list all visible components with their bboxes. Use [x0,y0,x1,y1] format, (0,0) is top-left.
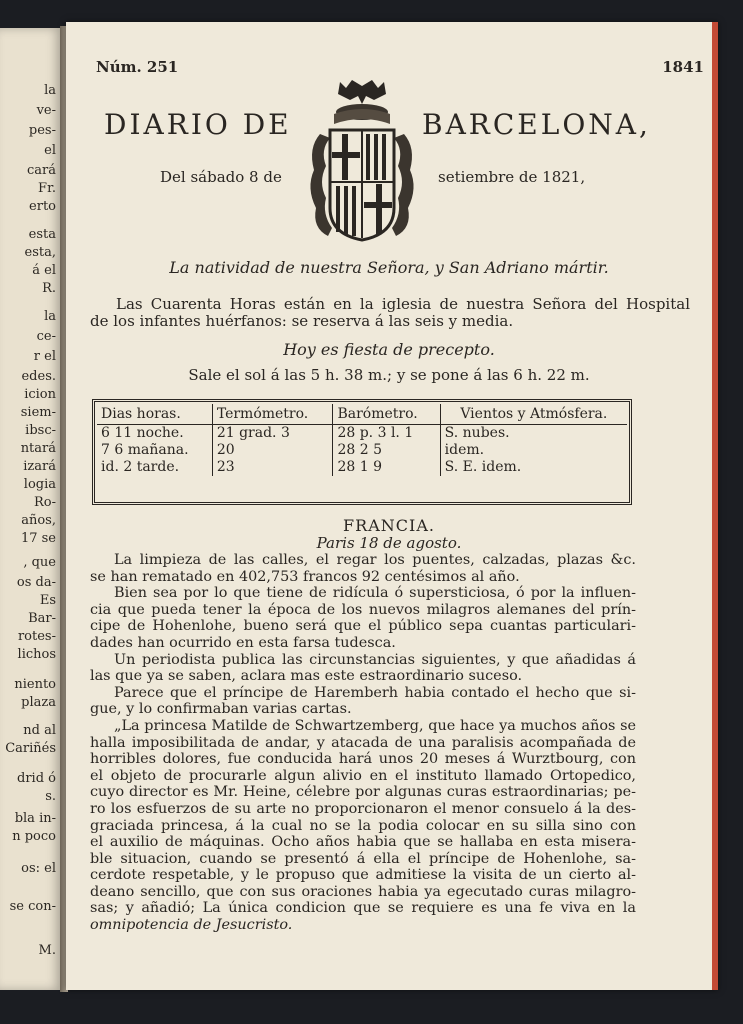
article-line: cuyo director es Mr. Heine, célebre por algunas curas estraordinarias; pe- [90,784,636,801]
section-title: FRANCIA. [343,516,435,535]
title-right: BARCELONA, [422,108,651,141]
weather-cell: S. E. idem. [444,459,522,475]
newspaper-page [66,22,718,990]
left-page-text-fragment: ntará [20,441,56,456]
left-page-text-fragment: os da- [16,575,56,590]
left-page-text-fragment: se con- [9,899,56,914]
left-page-text-fragment: plaza [21,695,56,710]
left-page-text-fragment: erto [29,199,56,214]
left-page-text-fragment: rotes- [17,629,56,644]
article-line: halla imposibilitada de andar, y atacada de una paralisis acompañada de [90,734,636,751]
date-left: Del sábado 8 de [160,168,282,186]
left-page-text-fragment: 17 se [20,531,56,546]
article-line: graciada princesa, á la cual no se la podia colocar en su silla sino con [90,817,636,834]
left-page-text-fragment: Ro- [33,495,56,510]
weather-cell: 20 [212,442,333,459]
left-page-text-fragment: esta [28,227,56,242]
article-line: las que ya se saben, aclara mas este estraordinario suceso. [90,668,523,685]
weather-cell: 28 1 9 [333,459,440,476]
left-page-text-fragment: la [44,309,56,324]
article-line: horribles dolores, fue conducida hará unos 20 meses á Wurztbourg, con [90,751,636,768]
left-page-text-fragment: , que [23,555,56,570]
left-page-text-fragment: Bar- [28,611,56,626]
left-page-text-fragment: bla in- [14,811,56,826]
left-page-text-fragment: años, [21,513,56,528]
weather-cell: 28 2 5 [333,442,440,459]
article-line: ro los esfuerzos de su arte no proporcionaron el menor consuelo á la des- [90,800,636,817]
left-page-text-fragment: el [44,143,56,158]
sunrise-sunset: Sale el sol á las 5 h. 38 m.; y se pone á las 6 h. 22 m. [188,366,590,384]
article-line: Parece que el príncipe de Haremberh habia contado el hecho que si- [114,684,636,701]
left-page-text-fragment: pes- [28,123,56,138]
left-page-text-fragment: Es [39,593,56,608]
left-page-text-fragment: ibsc- [25,423,56,438]
left-page-text-fragment: R. [42,281,56,296]
left-page-text-fragment: izará [23,459,56,474]
article-line: cerdote respetable, y le propuso que admitiese la visita de un cierto al- [90,867,636,884]
table-row [97,459,627,476]
table-row [97,442,627,459]
article-line: gue, y lo confirmaban varias cartas. [90,701,352,718]
left-page-text-fragment: ce- [36,329,56,344]
left-page-text-fragment: la [44,83,56,98]
article-line: „La princesa Matilde de Schwartzemberg, que hace ya muchos años se [114,717,636,734]
weather-header: Dias horas. [97,404,212,425]
weather-cell: id. 2 tarde. [97,459,212,476]
weather-cell: S. nubes. [444,425,510,441]
left-page-text-fragment: icion [24,387,56,402]
cuarenta-horas-line1: Las Cuarenta Horas están en la iglesia de nuestra Señora del Hospital [116,295,690,313]
article-line: cia que pueda tener la época de los nuevos milagros alemanes del prín- [90,601,636,618]
left-page-text-fragment: os: el [21,861,56,876]
weather-header: Termómetro. [212,404,333,425]
weather-cell: 28 p. 3 l. 1 [333,425,440,443]
article-line: se han rematado en 402,753 francos 92 centésimos al año. [90,568,520,585]
weather-header: Barómetro. [333,404,440,425]
cuarenta-horas-line2: de los infantes huérfanos: se reserva á las seis y media. [90,312,514,330]
article-line: La limpieza de las calles, el regar los puentes, calzadas, plazas &c. [114,552,636,568]
weather-header: Vientos y Atmósfera. [440,404,627,425]
left-page-text-fragment: cará [27,163,56,178]
weather-table [92,399,632,505]
issue-number: Núm. 251 [96,58,179,76]
left-page-text-fragment: s. [45,789,56,804]
left-page-text-fragment: Cariñés [5,741,56,756]
left-page-text-fragment: edes. [21,369,56,384]
weather-cell: idem. [444,442,485,458]
article-line: deano sencillo, que con sus oraciones habia ya egecutado curas milagro- [90,883,636,900]
left-page-text-fragment: esta, [24,245,56,260]
left-page-text-fragment: logia [23,477,56,492]
article-line: ble situacion, cuando se presentó á ella el príncipe de Hohenlohe, sa- [90,850,636,867]
table-row [97,425,627,443]
left-page-fragment [0,28,62,990]
left-page-text-fragment: siem- [20,405,56,420]
article-line: Bien sea por lo que tiene de ridícula ó supersticiosa, ó por la influen- [114,585,636,602]
dateline: Paris 18 de agosto. [316,534,462,552]
article-line: el auxilio de máquinas. Ocho años habia que se hallaba en esta misera- [90,834,636,851]
coat-of-arms-icon [302,78,422,246]
article-line: el objeto de procurarle algun alivio en el instituto llamado Ortopedico, [90,767,636,784]
article-body [90,552,636,934]
title-left: DIARIO DE [104,108,292,141]
article-line: Un periodista publica las circunstancias siguientes, y que añadidas á [114,651,636,668]
left-page-text-fragment: drid ó [17,771,56,786]
weather-cell: 7 6 mañana. [97,442,212,459]
article-line: omnipotencia de Jesucristo. [90,917,293,934]
article-line: sas; y añadió; La única condicion que se requiere es una fe viva en la [90,900,636,917]
left-page-text-fragment: Fr. [38,181,56,196]
left-page-text-fragment: á el [32,263,56,278]
date-right: setiembre de 1821, [438,168,586,186]
article-line: cipe de Hohenlohe, bueno será que el público sepa cuantas particulari- [90,618,636,635]
left-page-text-fragment: ve- [36,103,56,118]
weather-cell: 23 [212,459,333,476]
left-page-text-fragment: r el [33,349,56,364]
left-page-text-fragment: M. [38,943,56,958]
left-page-text-fragment: n poco [12,829,56,844]
left-page-text-fragment: nd al [23,723,56,738]
fiesta-notice: Hoy es fiesta de precepto. [283,340,495,359]
feast-of-day: La natividad de nuestra Señora, y San Adriano mártir. [169,258,609,277]
weather-cell: 21 grad. 3 [212,425,333,443]
weather-cell: 6 11 noche. [97,425,212,443]
left-page-text-fragment: niento [14,677,56,692]
left-page-text-fragment: lichos [17,647,56,662]
article-line: dades han ocurrido en esta farsa tudesca. [90,634,396,651]
year: 1841 [662,58,704,76]
